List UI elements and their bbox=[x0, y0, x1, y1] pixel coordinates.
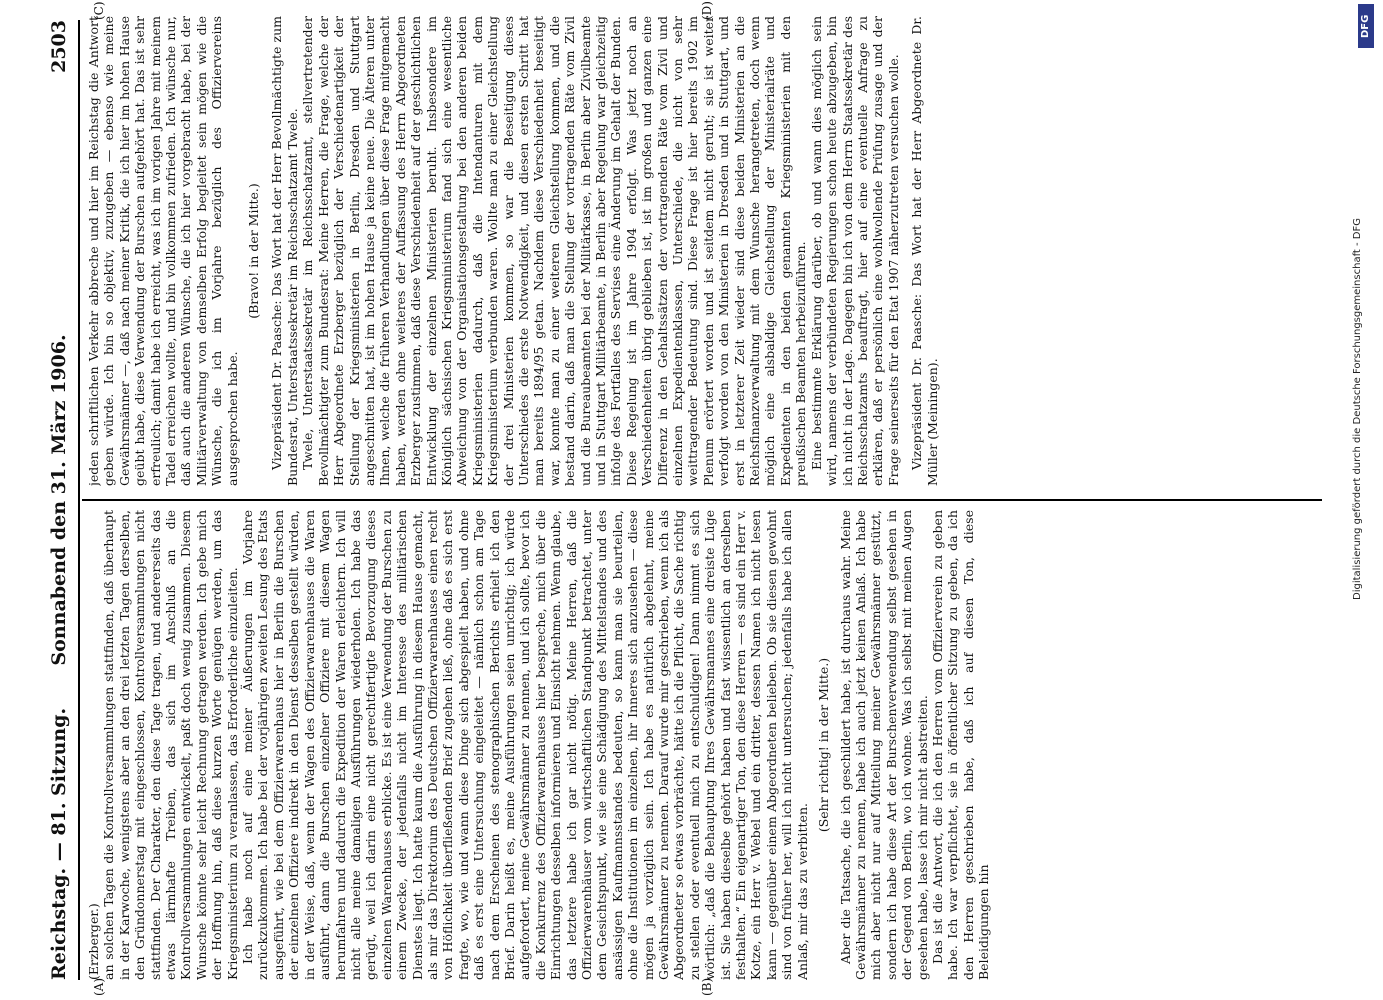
paragraph: Vizepräsident Dr. Paasche: Das Wort hat der Herr Abgeordnete Dr. Müller (Meiningen). bbox=[909, 16, 940, 486]
paragraph: Das ist die Antwort, die ich den Herren vom Offizierverein zu geben habe. Ich war verpflichtet, sie in öffentlicher Sitzung zu geben, da ich den Herren geschrieben habe, daß ich auf diesen Ton, diese Beleidigungen hin bbox=[929, 510, 992, 980]
paragraph: (Sehr richtig! in der Mitte.) bbox=[816, 657, 832, 833]
margin-mark-d: (D) bbox=[700, 1, 714, 20]
paragraph: Eine bestimmte Erklärung darüber, ob und wann dies möglich sein wird, namens der verbündeten Regierungen schon heute abzugeben, bin ich nicht in der Lage. Dagegen bin ich von dem Herrn Staatssekretär des Reichsschatzamts beauftragt, hier auf eine eventuelle Anfrage zu erklären, daß er persönlich eine wohlwollende Prüfung zusage und der Frage seinerseits für den Etat 1907 näherzutreten versuchen wolle. bbox=[808, 16, 901, 486]
header-date: Sonnabend den 31. März 1906. bbox=[48, 334, 70, 666]
paragraph: an solchen Tagen die Kontrollversammlungen stattfinden, daß überhaupt in der Karwoche, wenigstens aber an den drei letzten Tagen derselben, den Gründonnerstag mit eingeschlossen, Kontrollversammlungen nicht stattfinden. Der Charakter, den diese Tage tragen, und andererseits das etwas lärmhafte Treiben, das sich im Anschluß an die Kontrollversammlungen entwickelt, paßt doch wenig zusammen. Diesem Wunsche könnte sehr leicht Rechnung getragen werden. Ich gebe mich der Hoffnung hin, daß diese kurzen Worte genügen werden, um das Kriegsministerium zu veranlassen, das Erforderliche einzuleiten. bbox=[101, 510, 240, 980]
dfg-logo-text: DFG bbox=[1360, 14, 1371, 38]
paragraph: Aber die Tatsache, die ich geschildert habe, ist durchaus wahr. Meine Gewährsmänner zu nennen, habe ich auch jetzt keinen Anlaß. Ich habe mich aber nicht nur auf Mitteilung meiner Gewährsmänner gestützt, sondern ich habe diese Art der Burschenverwendung selbst gesehen in der Gegend von Berlin, wo ich wohne. Was ich selbst mit meinen Augen gesehen habe, lasse ich mir nicht abstreiten. bbox=[837, 510, 930, 980]
paragraph: Twele, Unterstaatssekretär im Reichsschatzamt, stellvertretender Bevollmächtigter zum Bundesrat: Meine Herren, die Frage, welche der Herr Abgeordnete Erzberger bezüglich der Verschiedenartigkeit der Stellung der Kriegsministerien in Berlin, Dresden und Stuttgart angeschnitten hat, ist im hohen Hause ja keine neue. Die Älteren unter Ihnen, welche die früheren Verhandlungen über diese Frage mitgemacht haben, werden ohne weiteres der Auffassung des Herrn Abgeordneten Erzberger zustimmen, daß diese Verschiedenheit auf der geschichtlichen Entwicklung der einzelnen Ministerien beruht. Insbesondere im Königlich sächsischen Kriegsministerium fand sich eine wesentliche Abweichung von der Organisationsgestaltung bei den anderen beiden Kriegsministerien dadurch, daß die Intendanturen mit dem Kriegsministerium verbunden waren. Wollte man zu einer Gleichstellung der drei Ministerien kommen, so war die Beseitigung dieses Unterschiedes die erste Notwendigkeit, und diesen ersten Schritt hat man bereits 1894/95 getan. Nachdem diese Verschiedenheit beseitigt war, konnte man zu einer weiteren Gleichstellung kommen, und die bestand darin, daß man die Stellung der vortragenden Räte vom Zivil und die Bureaubeamten bei der Militärkasse, in Berlin aber Zivilbeamte und in Stuttgart Militärbeamte, in Berlin aber Regelung war gleichzeitig infolge des Fortfalles des Servises eine Änderung im Gehalt der Bunden. Diese Regelung ist im Jahre 1904 erfolgt. Was jetzt noch an Verschiedenheiten übrig geblieben ist, ist im großen und ganzen eine Differenz in den Gehaltssätzen der vortragenden Räte vom Zivil und einzelnen Expedientenklassen, Unterschiede, die nicht von sehr weittragender Bedeutung sind. Diese Frage ist hier bereits 1902 im Plenum erörtert worden und ist seitdem nicht geruht; sie ist weiter verfolgt worden von den Ministerien in Dresden und in Stuttgart, und erst in letzterer Zeit wieder sind diese beiden Ministerien an die Reichsfinanzverwaltung mit dem Wunsche herangetreten, doch wenn möglich eine alsbaldige Gleichstellung der Ministerialräte und Expedienten in den beiden genannten Kriegsministerien mit den preußischen Beamten herbeizuführen. bbox=[300, 16, 809, 486]
dfg-logo bbox=[1358, 4, 1374, 48]
margin-mark-a: (A) bbox=[92, 977, 106, 996]
header-rule bbox=[78, 20, 80, 980]
header-left: Reichstag. — 81. Sitzung. bbox=[48, 707, 70, 980]
right-column bbox=[86, 16, 1316, 486]
margin-mark-c: (C) bbox=[92, 1, 106, 20]
paragraph: Vizepräsident Dr. Paasche: Das Wort hat der Herr Bevollmächtigte zum Bundesrat, Unterstaatssekretär im Reichsschatzamt Twele. bbox=[269, 16, 300, 486]
column-divider bbox=[82, 499, 1322, 501]
digitization-credit: Digitalisierung gefördert durch die Deutsche Forschungsgemeinschaft - DFG bbox=[1352, 217, 1363, 600]
left-column bbox=[86, 510, 1316, 980]
paragraph: (Erzberger.) bbox=[86, 903, 101, 980]
paragraph: (Bravo! in der Mitte.) bbox=[246, 183, 262, 319]
page-header bbox=[40, 20, 80, 980]
page-number: 2503 bbox=[48, 20, 70, 73]
paragraph: jeden schriftlichen Verkehr abbreche und hier im Reichstag die Antwort geben würde. Ich bin so objektiv, zuzugeben — ebenso wie meine Gewährsmänner —, daß nach meiner Kritik, die ich hier im hohen Hause geübt habe, diese Verwendung der Burschen aufgehört hat. Das ist sehr erfreulich; damit habe ich erreicht, was ich im vorigen Jahre mit meinem Tadel erreichen wollte, und bin vollkommen zufrieden. Ich wünsche nur, daß auch die anderen Wünsche, die ich hier vorgebracht habe, bei der Militärverwaltung von demselben Erfolg begleitet sein mögen wie die Wünsche, die ich im Vorjahre bezüglich des Offiziervereins ausgesprochen habe. bbox=[86, 16, 240, 486]
margin-mark-b: (B) bbox=[700, 977, 714, 996]
paragraph: Ich habe noch auf eine meiner Äußerungen im Vorjahre zurückzukommen. Ich habe bei der vorjährigen zweiten Lesung des Etats ausgeführt, wie bei dem Offizierwarenhaus hier in Berlin die Burschen der einzelnen Offiziere indirekt in den Dienst desselben gestellt würden, in der Weise, daß, wenn der Wagen des Offizierwarenhauses die Waren ausführt, dann die Burschen einzelner Offiziere mit diesem Wagen herumfahren und dadurch die Expedition der Waren erleichtern. Ich will nicht alle meine damaligen Ausführungen wiederholen. Ich habe das gerügt, weil ich darin eine nicht gerechtfertigte Bevorzugung dieses einzelnen Warenhauses erblicke. Es ist eine Verwendung der Burschen zu einem Zwecke, der jedenfalls nicht im Interesse des militärischen Dienstes liegt. Ich hatte kaum die Ausführung in diesem Hause gemacht, als mir das Direktorium des Deutschen Offizierwarenhauses einen recht von Höflichkeit überfließenden Brief zugehen ließ, ohne daß es sich erst fragte, wo, wie und wann diese Dinge sich abgespielt haben, und ohne daß es erst eine Untersuchung eingeleitet — nämlich schon am Tage nach dem Erscheinen des stenographischen Berichts erhielt ich den Brief. Darin heißt es, meine Ausführungen seien unrichtig; ich würde aufgefordert, meine Gewährsmänner zu nennen, und ich sollte, bevor ich die Konkurrenz des Offizierwarenhauses hier bespreche, mich über die Einrichtungen desselben informieren und Einsicht nehmen. Wenn glaube, das letztere habe ich gar nicht nötig. Meine Herren, daß die Offizierwarenhäuser vom wirtschaftlichen Standpunkt betrachtet, unter dem Gesichtspunkt, wie sie eine Schädigung des Mittelstandes und des ansässigen Kaufmannsstandes bedeuten, so kann man sie beurteilen, ohne die Institutionen im einzelnen, ihr Inneres sich anzusehen — diese mögen ja vorzüglich sein. Ich habe es natürlich abgelehnt, meine Gewährsmänner zu nennen. Darauf wurde mir geschrieben, wenn ich als Abgeordneter so etwas vorbrächte, hätte ich die Pflicht, die Sache richtig zu stellen oder eventuell mich zu entschuldigen! Dann nimmt es sich wörtlich: „daß die Behauptung Ihres Gewährsmannes eine dreiste Lüge ist. Sie haben dieselbe gehört haben und fast wissentlich an derselben festhalten.“ Ein eigenartiger Ton, den diese Herren — es sind ein Herr v. Kotze, ein Herr v. Webel und ein dritter, dessen Namen ich nicht lesen kann — gegenüber einem Abgeordneten belieben. Ob sie diesen gewohnt sind von früher her, will ich nicht untersuchen; jedenfalls habe ich allen Anlaß, mir das zu verbitten. bbox=[240, 510, 810, 980]
